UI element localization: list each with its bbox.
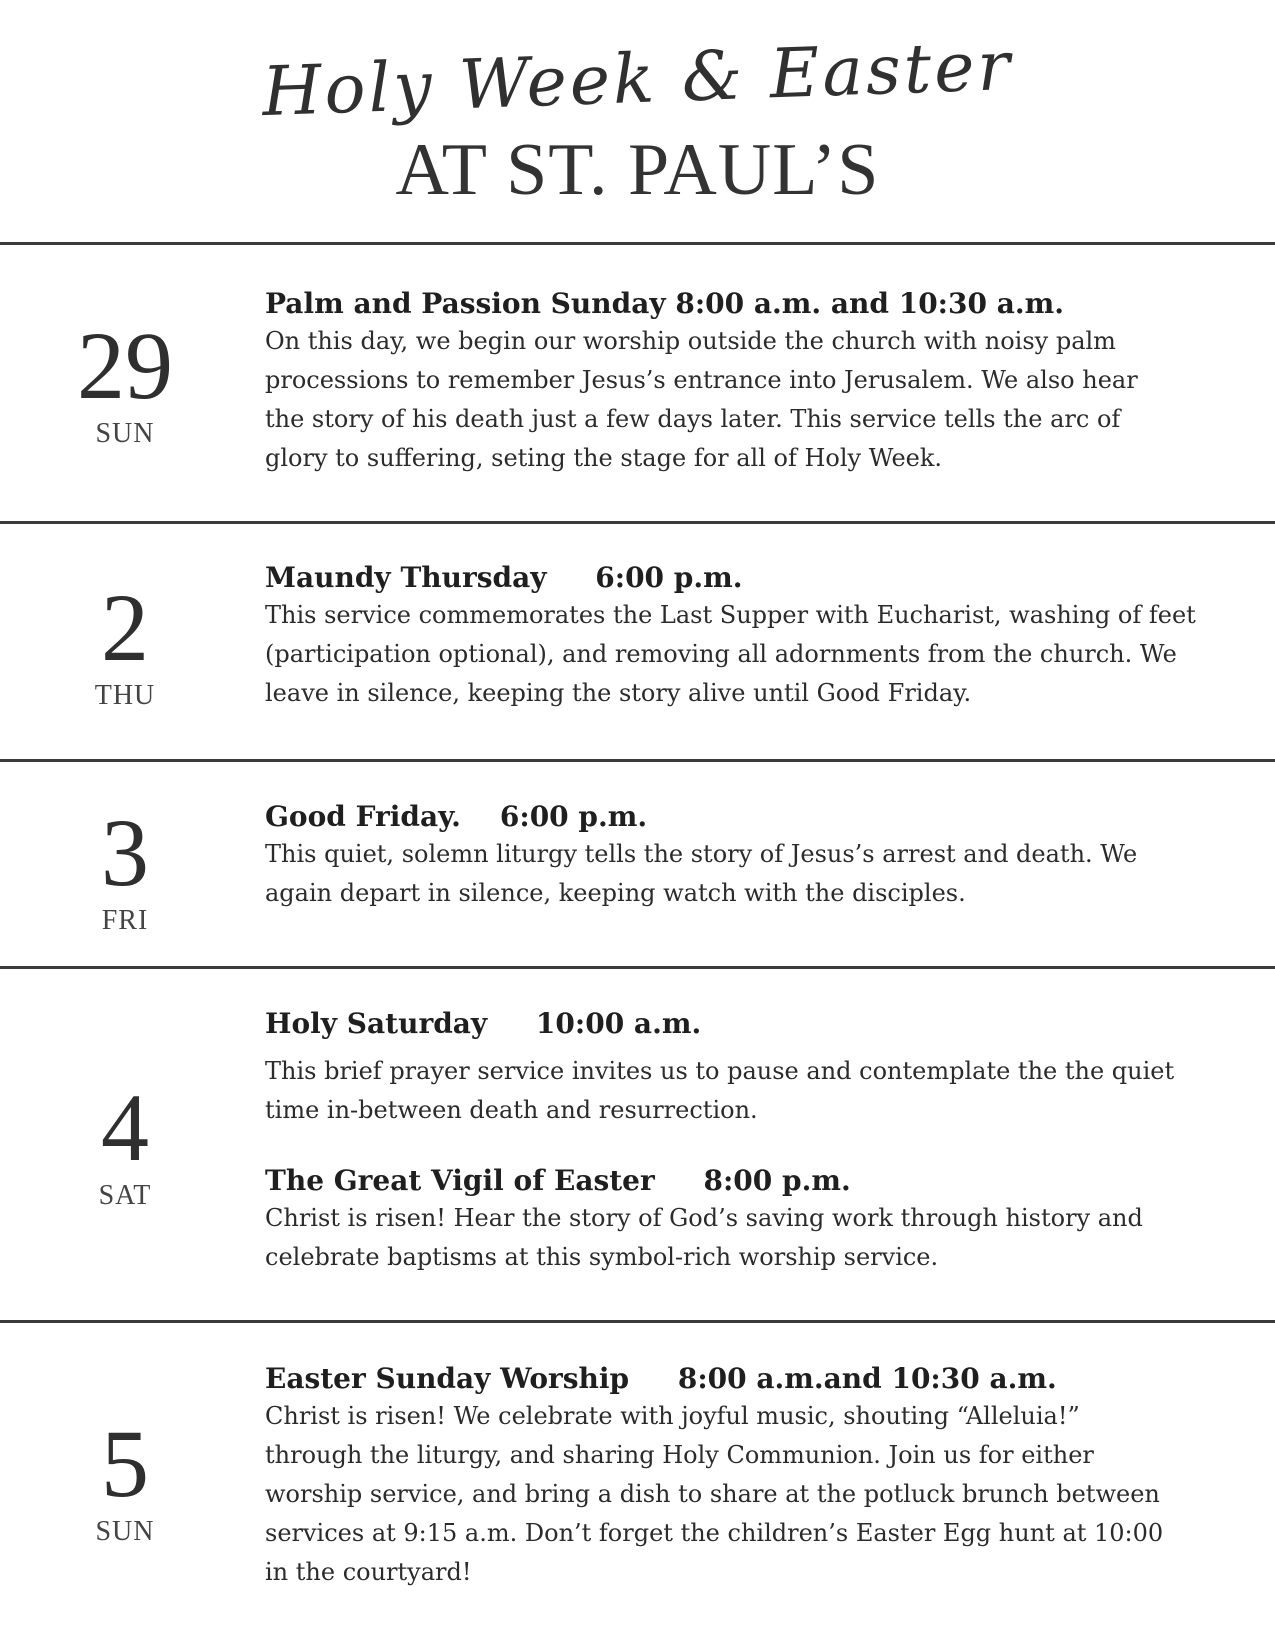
event-description: This service commemorates the Last Supper with Eucharist, washing of feet (participation optional), and removing all adornments from the church. We leave in silence, keeping the story alive until Good Friday. bbox=[265, 601, 1196, 707]
event-palm-sunday bbox=[265, 286, 1165, 478]
date-badge-29 bbox=[60, 312, 190, 450]
script-title: Holy Week & Easter bbox=[260, 26, 1015, 133]
event-description: Christ is risen! We celebrate with joyful music, shouting “Alleluia!” through the liturgy, and sharing Holy Communion. Join us for either worship service, and bring a dish to share at the potluck brunch between services at 9:15 a.m. Don’t forget the children’s Easter Egg hunt at 10:00 in the courtyard! bbox=[265, 1402, 1164, 1586]
event-title: The Great Vigil of Easter 8:00 p.m. bbox=[265, 1164, 851, 1197]
date-badge-5 bbox=[60, 1410, 190, 1548]
main-title: AT ST. PAUL’S bbox=[395, 129, 880, 211]
event-description: This quiet, solemn liturgy tells the story of Jesus’s arrest and death. We again depart in silence, keeping watch with the disciples. bbox=[265, 840, 1138, 907]
event-easter-sunday bbox=[265, 1361, 1170, 1592]
day-number: 2 bbox=[101, 574, 149, 681]
day-number: 5 bbox=[101, 1410, 149, 1517]
event-good-friday bbox=[265, 799, 1205, 913]
event-title: Easter Sunday Worship 8:00 a.m.and 10:30 a.m. bbox=[265, 1362, 1057, 1395]
section-divider bbox=[0, 1320, 1275, 1323]
event-description: On this day, we begin our worship outside the church with noisy palm processions to remember Jesus’s entrance into Jerusalem. We also hear the story of his death just a few days later. This service tells the arc of glory to suffering, seting the stage for all of Holy Week. bbox=[265, 327, 1138, 472]
event-title: Maundy Thursday 6:00 p.m. bbox=[265, 561, 743, 594]
event-description: Christ is risen! Hear the story of God’s saving work through history and celebrate baptisms at this symbol-rich worship service. bbox=[265, 1204, 1143, 1271]
section-divider bbox=[0, 966, 1275, 969]
date-badge-2 bbox=[60, 574, 190, 712]
day-number: 29 bbox=[77, 312, 173, 419]
event-holy-saturday bbox=[265, 1006, 1205, 1130]
weekday-label: FRI bbox=[101, 905, 149, 936]
section-divider bbox=[0, 521, 1275, 524]
date-badge-4 bbox=[60, 1074, 190, 1212]
day-number: 3 bbox=[101, 799, 149, 906]
weekday-label: SUN bbox=[95, 418, 155, 449]
weekday-label: SAT bbox=[98, 1180, 152, 1211]
event-easter-vigil bbox=[265, 1163, 1205, 1277]
section-divider bbox=[0, 759, 1275, 762]
section-divider bbox=[0, 242, 1275, 245]
event-title: Good Friday. 6:00 p.m. bbox=[265, 800, 648, 833]
event-description: This brief prayer service invites us to pause and contemplate the the quiet time in-between death and resurrection. bbox=[265, 1057, 1175, 1124]
event-title: Holy Saturday 10:00 a.m. bbox=[265, 1007, 702, 1040]
event-maundy-thursday bbox=[265, 560, 1205, 713]
page-header bbox=[0, 0, 1275, 244]
day-number: 4 bbox=[101, 1074, 149, 1181]
date-badge-3 bbox=[60, 799, 190, 937]
weekday-label: SUN bbox=[95, 1516, 155, 1547]
weekday-label: THU bbox=[94, 680, 156, 711]
event-title: Palm and Passion Sunday 8:00 a.m. and 10:30 a.m. bbox=[265, 287, 1064, 320]
